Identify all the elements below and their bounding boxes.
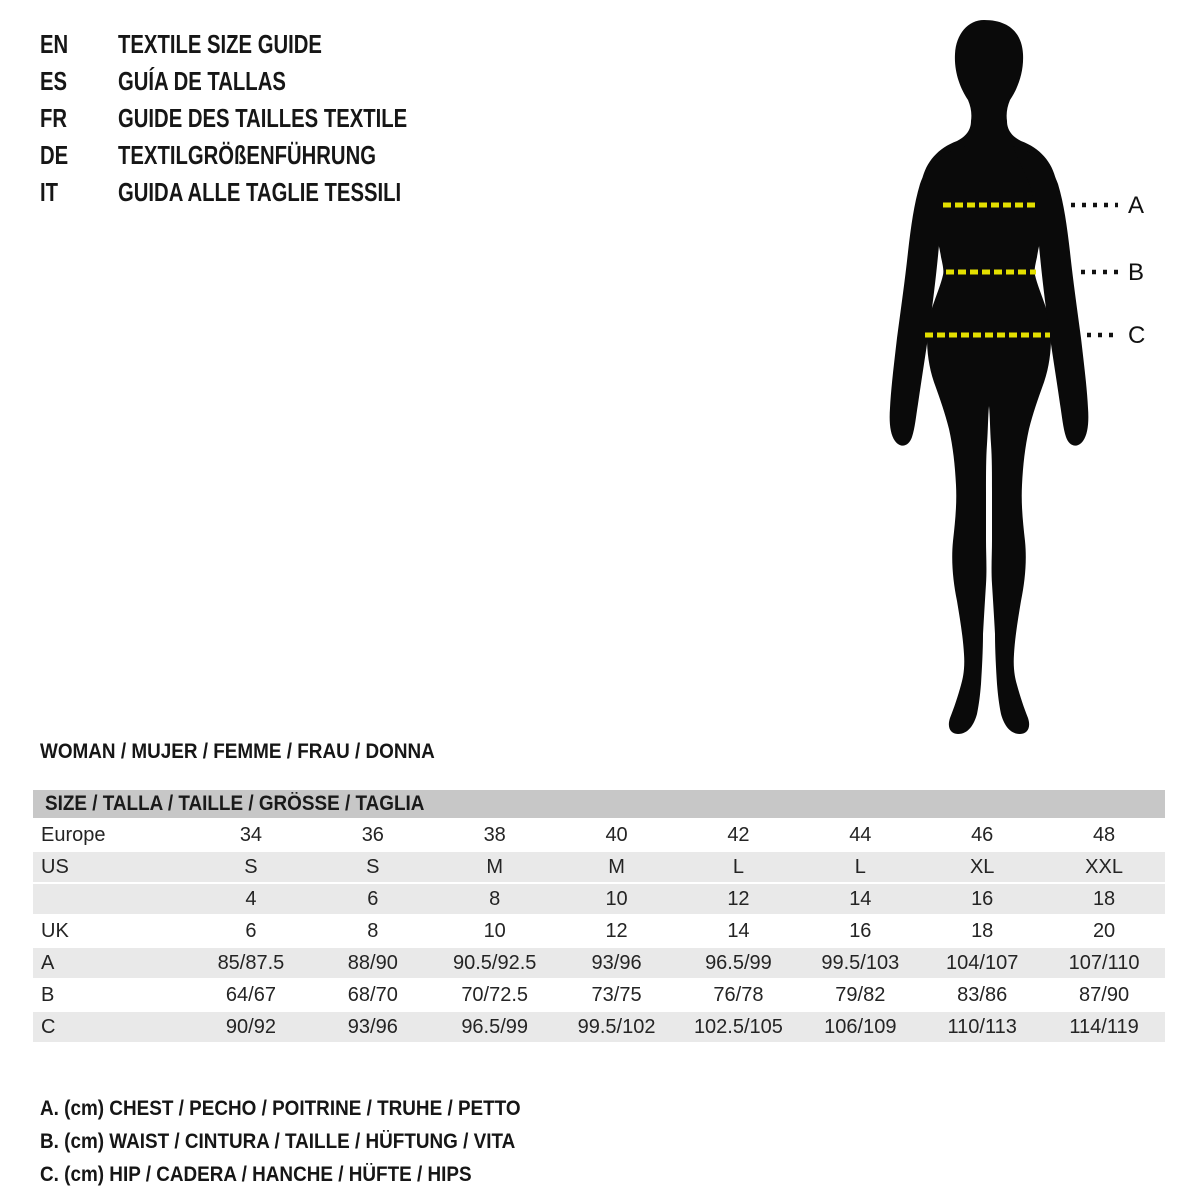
language-row (40, 137, 407, 174)
size-value-cell: 99.5/103 (821, 952, 900, 974)
row-label: B (41, 984, 55, 1006)
row-label: Europe (41, 824, 106, 846)
silhouette-body (921, 20, 1058, 734)
size-value-cell: 106/109 (824, 1016, 897, 1038)
size-value-cell: 46 (971, 824, 994, 846)
size-value-cell: 38 (483, 824, 506, 846)
size-value-cell: 6 (245, 920, 257, 942)
size-value-cell: 88/90 (347, 952, 398, 974)
size-value-cell: 4 (245, 888, 257, 910)
guide-title: TEXTILE SIZE GUIDE (118, 29, 322, 59)
size-value-cell: 83/86 (957, 984, 1008, 1006)
size-value-cell: 14 (727, 920, 750, 942)
size-value-cell: L (732, 856, 744, 878)
language-row (40, 63, 407, 100)
size-value-cell: 96.5/99 (705, 952, 772, 974)
language-code: ES (40, 66, 68, 96)
size-value-cell: L (854, 856, 866, 878)
size-value-cell: 20 (1092, 920, 1116, 942)
size-value-cell: S (366, 856, 380, 878)
woman-silhouette-svg (878, 6, 1168, 738)
gender-section-title: WOMAN / MUJER / FEMME / FRAU / DONNA (40, 740, 435, 763)
size-value-cell: 8 (489, 888, 501, 910)
size-value-cell: 6 (367, 888, 379, 910)
guide-title: GUIDE DES TAILLES TEXTILE (118, 103, 408, 133)
size-table-row (33, 852, 1165, 884)
size-table-header (33, 790, 1165, 818)
measurement-legend-line: A. (cm) CHEST / PECHO / POITRINE / TRUHE / PETTO (40, 1097, 521, 1120)
size-value-cell: 93/96 (347, 1016, 398, 1038)
size-value-cell: XXL (1085, 856, 1123, 878)
size-value-cell: 44 (849, 824, 872, 846)
size-table-row (33, 884, 1165, 916)
size-value-cell: 16 (849, 920, 872, 942)
chest-marker-label: A (1128, 192, 1145, 219)
size-value-cell: 107/110 (1068, 952, 1140, 974)
size-value-cell: 16 (971, 888, 994, 910)
size-value-cell: 70/72.5 (461, 984, 529, 1006)
language-title-list (40, 26, 407, 211)
row-label: A (41, 952, 55, 974)
language-row (40, 174, 407, 211)
waist-marker-label: B (1128, 259, 1145, 286)
size-value-cell: 12 (605, 920, 628, 942)
size-value-cell: M (608, 856, 625, 878)
size-value-cell: 48 (1092, 824, 1116, 846)
size-value-cell: 8 (367, 920, 379, 942)
size-table-row (33, 820, 1165, 852)
size-value-cell: 18 (1092, 888, 1116, 910)
size-table-row (33, 916, 1165, 948)
guide-title: TEXTILGRÖßENFÜHRUNG (118, 140, 376, 170)
size-value-cell: 76/78 (713, 984, 764, 1006)
size-value-cell: 110/113 (947, 1016, 1017, 1038)
row-label: C (41, 1016, 56, 1038)
language-code: EN (40, 29, 69, 59)
size-value-cell: 99.5/102 (577, 1016, 656, 1038)
size-value-cell: 85/87.5 (217, 952, 285, 974)
language-row (40, 26, 407, 63)
size-value-cell: 68/70 (347, 984, 398, 1006)
measurement-legend-line: C. (cm) HIP / CADERA / HANCHE / HÜFTE / HIPS (40, 1163, 472, 1186)
size-value-cell: 87/90 (1079, 984, 1130, 1006)
size-table-row (33, 980, 1165, 1012)
hip-marker-label: C (1128, 322, 1146, 349)
size-value-cell: 14 (849, 888, 872, 910)
size-value-cell: M (486, 856, 504, 878)
size-value-cell: 10 (483, 920, 506, 942)
language-code: DE (40, 140, 69, 170)
size-value-cell: 96.5/99 (461, 1016, 529, 1038)
size-value-cell: 102.5/105 (693, 1016, 783, 1038)
measurement-legend-line: B. (cm) WAIST / CINTURA / TAILLE / HÜFTUNG / VITA (40, 1130, 516, 1153)
size-table-body (33, 820, 1165, 1044)
measurement-legend (40, 1092, 574, 1191)
size-value-cell: 73/75 (591, 984, 642, 1006)
size-value-cell: 114/119 (1069, 1016, 1139, 1038)
row-label (33, 884, 190, 914)
size-table-row (33, 948, 1165, 980)
size-value-cell: 90.5/92.5 (452, 952, 537, 974)
size-table-row (33, 1012, 1165, 1044)
size-value-cell: 34 (239, 824, 263, 846)
size-value-cell: 42 (727, 824, 750, 846)
size-value-cell: 36 (361, 824, 384, 846)
size-value-cell: 90/92 (225, 1016, 276, 1038)
language-code: IT (40, 177, 59, 207)
row-label: US (41, 856, 69, 878)
size-table (33, 790, 1165, 1044)
size-value-cell: 40 (605, 824, 628, 846)
size-value-cell: 10 (605, 888, 628, 910)
size-value-cell: XL (969, 856, 995, 878)
row-label: UK (41, 920, 69, 942)
size-value-cell: 64/67 (225, 984, 276, 1006)
guide-title: GUIDA ALLE TAGLIE TESSILI (118, 177, 402, 207)
size-table-header-text: SIZE / TALLA / TAILLE / GRÖSSE / TAGLIA (45, 792, 425, 815)
language-code: FR (40, 103, 68, 133)
size-value-cell: 12 (727, 888, 750, 910)
size-value-cell: S (244, 856, 258, 878)
size-value-cell: 104/107 (946, 952, 1019, 974)
body-measurement-figure (878, 6, 1168, 738)
size-value-cell: 93/96 (591, 952, 642, 974)
guide-title: GUÍA DE TALLAS (118, 66, 286, 96)
language-row (40, 100, 407, 137)
size-value-cell: 79/82 (835, 984, 886, 1006)
size-value-cell: 18 (971, 920, 994, 942)
